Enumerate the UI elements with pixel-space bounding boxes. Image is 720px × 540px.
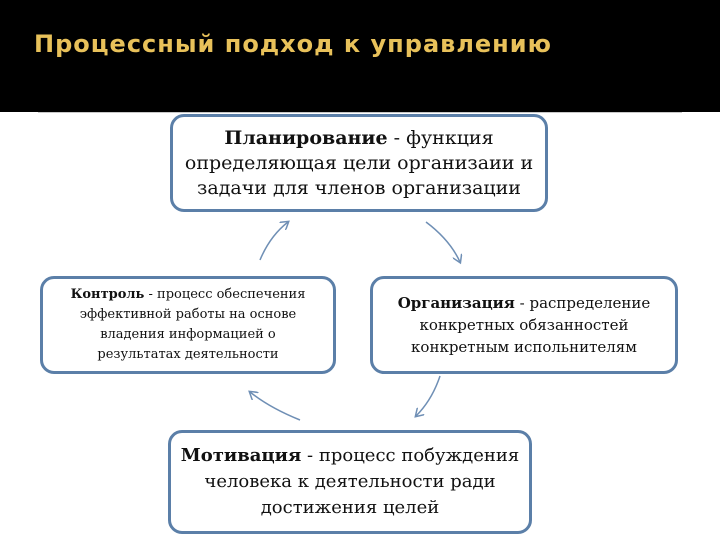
- slide-title: Процессный подход к управлению: [34, 30, 552, 58]
- node-control-line-3: владения информацией о: [100, 327, 276, 342]
- arrow-control-to-planning: [260, 222, 288, 260]
- node-organization-term: Организация: [397, 294, 515, 312]
- arrow-organization-to-motivation: [416, 376, 440, 416]
- node-motivation-line-3: достижения целей: [260, 497, 440, 518]
- node-organization: [370, 276, 678, 374]
- node-planning: [170, 114, 548, 212]
- node-organization-line-3: конкретным испольнителям: [411, 338, 637, 356]
- node-organization-line-1: - распределение: [514, 294, 651, 312]
- node-control-line-2: эффективной работы на основе: [79, 307, 297, 322]
- arrow-planning-to-organization: [426, 222, 460, 262]
- node-control-line-1: - процесс обеспечения: [144, 287, 306, 302]
- node-control-line-4: результатах деятельности: [97, 347, 279, 362]
- node-motivation-term: Мотивация: [180, 445, 302, 466]
- node-motivation-line-1: - процесс побуждения: [301, 445, 520, 466]
- node-planning-line-2: определяющая цели организаии и: [184, 151, 534, 174]
- node-control-term: Контроль: [70, 287, 145, 302]
- node-motivation: [168, 430, 532, 534]
- node-control: [40, 276, 336, 374]
- node-planning-term: Планирование: [224, 126, 388, 149]
- node-planning-line-1: - функция: [387, 126, 494, 149]
- node-organization-line-2: конкретных обязанностей: [419, 316, 629, 334]
- arrow-motivation-to-control: [250, 392, 300, 420]
- node-planning-line-3: задачи для членов организации: [197, 176, 521, 199]
- node-motivation-line-2: человека к деятельности ради: [204, 471, 496, 492]
